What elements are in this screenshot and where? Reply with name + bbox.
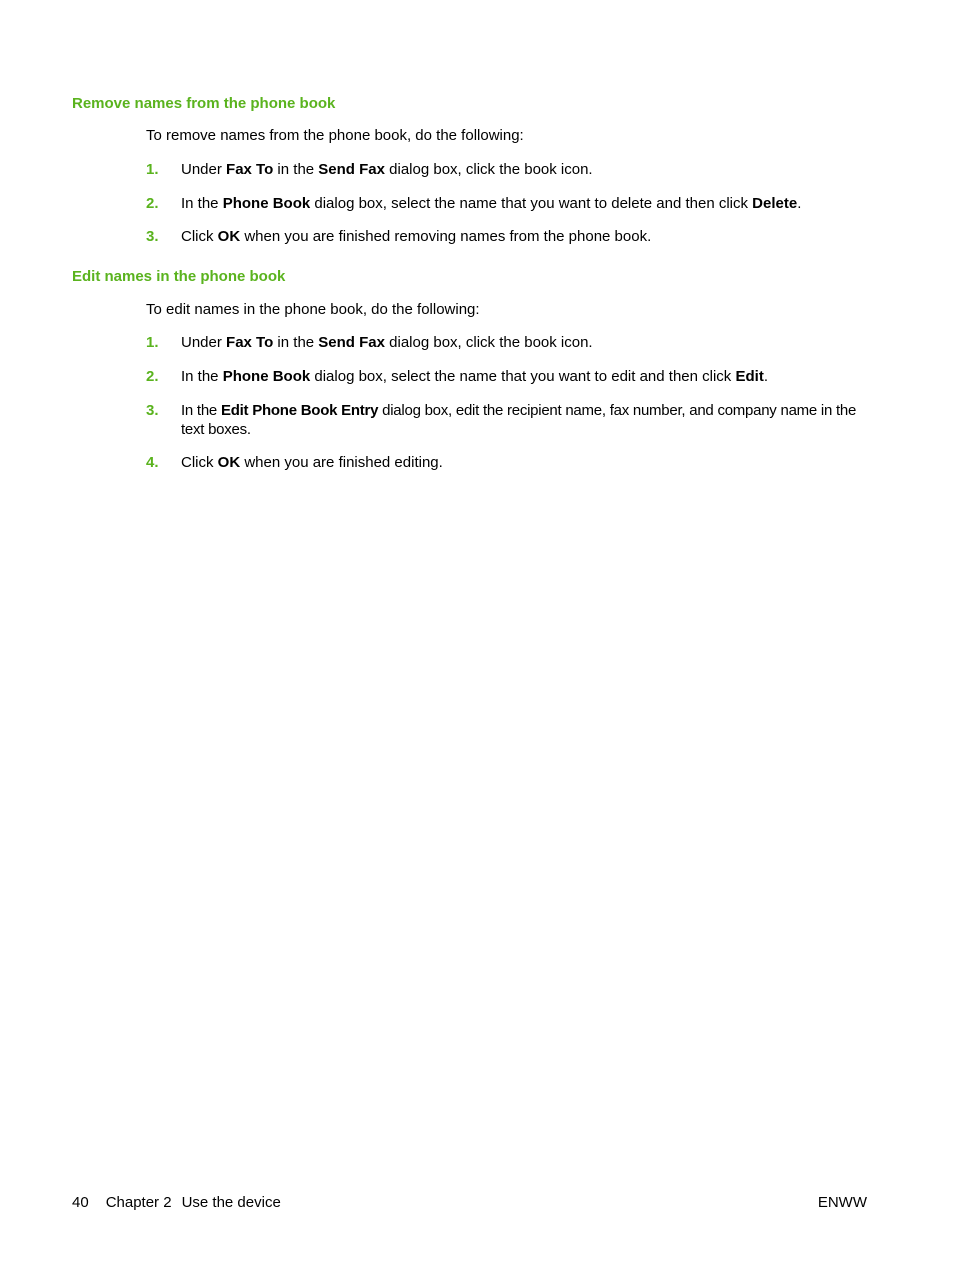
step-text: Click OK when you are finished removing names from the phone book. [181, 228, 652, 245]
step-number: 1. [146, 334, 159, 351]
step-number: 2. [146, 368, 159, 385]
footer-doc-code: ENWW [817, 1194, 867, 1211]
step-edit-2 [146, 367, 876, 386]
footer-chapter: Chapter 2 [105, 1194, 172, 1211]
step-text: In the Phone Book dialog box, select the name that you want to delete and then click Delete. [181, 195, 802, 212]
footer-chapter-title: Use the device [181, 1194, 281, 1211]
step-text: In the Phone Book dialog box, select the name that you want to edit and then click Edit. [181, 368, 768, 385]
step-number: 4. [146, 454, 159, 471]
step-remove-1 [146, 160, 876, 179]
intro-edit: To edit names in the phone book, do the following: [146, 301, 480, 318]
step-number: 3. [146, 402, 159, 419]
step-text: Under Fax To in the Send Fax dialog box, click the book icon. [181, 334, 593, 351]
step-remove-3 [146, 227, 876, 246]
step-edit-4 [146, 453, 876, 472]
section-heading-edit: Edit names in the phone book [72, 268, 286, 285]
page-number: 40 [72, 1194, 89, 1211]
step-number: 1. [146, 161, 159, 178]
step-text: Click OK when you are finished editing. [181, 454, 443, 471]
step-edit-1 [146, 333, 876, 352]
step-number: 2. [146, 195, 159, 212]
intro-remove: To remove names from the phone book, do the following: [146, 127, 524, 144]
step-text: Under Fax To in the Send Fax dialog box, click the book icon. [181, 161, 593, 178]
step-text: In the Edit Phone Book Entry dialog box, edit the recipient name, fax number, and company name in the text boxes. [181, 402, 857, 438]
page-footer-left [72, 1193, 281, 1212]
step-number: 3. [146, 228, 159, 245]
step-remove-2 [146, 194, 876, 213]
step-edit-3 [146, 401, 876, 439]
section-heading-remove: Remove names from the phone book [72, 95, 336, 112]
